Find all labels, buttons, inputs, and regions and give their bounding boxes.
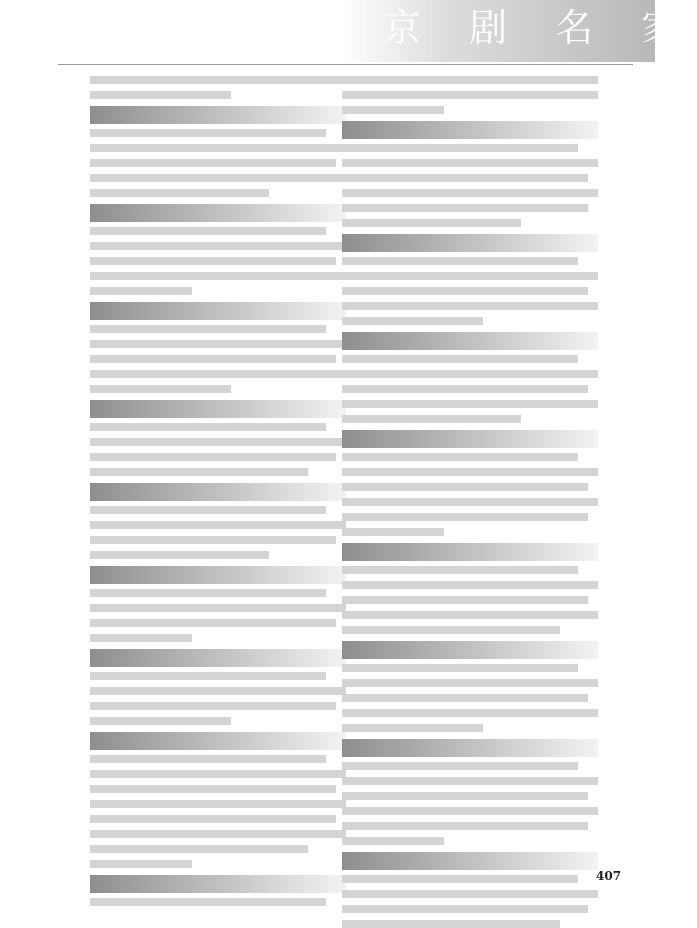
text-line (342, 724, 483, 732)
text-line (90, 438, 346, 446)
text-line (342, 453, 578, 461)
biography-entry (90, 875, 346, 906)
text-line (342, 513, 588, 521)
biography-entry (90, 566, 346, 642)
name-bar (342, 121, 598, 139)
text-line (90, 755, 326, 763)
biography-entry (90, 483, 346, 559)
biography-entry (90, 76, 346, 99)
name-bar (342, 332, 598, 350)
text-line (342, 159, 598, 167)
text-line (90, 860, 192, 868)
text-line (342, 679, 598, 687)
text-line (342, 611, 598, 619)
text-line (90, 144, 346, 152)
biography-entry (90, 302, 346, 393)
name-bar (90, 400, 346, 418)
text-line (90, 325, 326, 333)
text-line (90, 898, 326, 906)
text-line (342, 483, 588, 491)
name-bar (90, 483, 346, 501)
biography-entry (90, 732, 346, 868)
biography-entry (90, 204, 346, 295)
biography-entry (342, 430, 598, 536)
text-line (342, 792, 588, 800)
text-line (342, 807, 598, 815)
biography-entry (342, 739, 598, 845)
text-line (90, 91, 231, 99)
text-line (342, 385, 588, 393)
text-line (342, 302, 598, 310)
text-line (90, 287, 192, 295)
name-bar (342, 430, 598, 448)
text-line (90, 717, 231, 725)
biography-entry (342, 852, 598, 928)
text-line (342, 498, 598, 506)
text-line (90, 672, 326, 680)
page-number: 407 (596, 869, 622, 883)
text-line (342, 777, 598, 785)
biography-entry (90, 106, 346, 197)
name-bar (90, 204, 346, 222)
text-line (342, 709, 598, 717)
name-bar (90, 649, 346, 667)
text-line (90, 551, 269, 559)
text-line (90, 830, 346, 838)
text-line (90, 76, 346, 84)
text-line (90, 355, 336, 363)
text-line (90, 589, 326, 597)
text-line (342, 468, 598, 476)
text-line (342, 920, 560, 928)
text-line (90, 506, 326, 514)
text-line (342, 106, 444, 114)
biography-entry (342, 121, 598, 227)
biography-entry (90, 649, 346, 725)
text-line (90, 257, 336, 265)
text-line (342, 875, 578, 883)
text-line (342, 626, 560, 634)
text-line (342, 317, 483, 325)
text-line (90, 845, 308, 853)
name-bar (90, 302, 346, 320)
text-line (90, 604, 346, 612)
text-line (90, 468, 308, 476)
text-line (342, 890, 598, 898)
text-line (342, 174, 588, 182)
text-line (342, 822, 588, 830)
name-bar (90, 732, 346, 750)
text-line (342, 91, 598, 99)
text-line (342, 528, 444, 536)
text-line (90, 521, 346, 529)
text-line (342, 581, 598, 589)
name-bar (342, 852, 598, 870)
text-line (90, 174, 346, 182)
right-column (342, 76, 598, 882)
text-line (342, 905, 588, 913)
text-line (342, 837, 444, 845)
biography-entry (90, 400, 346, 476)
text-line (90, 453, 336, 461)
text-line (90, 159, 336, 167)
text-line (342, 762, 578, 770)
text-line (90, 785, 336, 793)
text-line (342, 204, 588, 212)
text-line (90, 687, 346, 695)
text-line (342, 596, 588, 604)
text-line (90, 272, 346, 280)
text-line (342, 664, 578, 672)
text-line (342, 694, 588, 702)
text-line (90, 129, 326, 137)
text-line (90, 227, 326, 235)
section-title: 京 剧 名 家 (383, 6, 697, 50)
text-line (342, 566, 578, 574)
text-line (342, 415, 521, 423)
text-line (342, 400, 598, 408)
name-bar (90, 566, 346, 584)
text-line (90, 242, 346, 250)
biography-entry (342, 641, 598, 732)
text-line (90, 423, 326, 431)
text-line (90, 634, 192, 642)
text-line (90, 702, 336, 710)
left-column (90, 76, 346, 882)
text-line (90, 619, 336, 627)
text-line (90, 189, 269, 197)
text-line (90, 385, 231, 393)
text-line (90, 370, 346, 378)
text-line (342, 287, 588, 295)
text-line (342, 257, 578, 265)
text-line (90, 340, 346, 348)
text-line (90, 800, 346, 808)
name-bar (90, 106, 346, 124)
biography-entry (342, 543, 598, 634)
biography-entry (342, 76, 598, 114)
text-line (90, 770, 346, 778)
text-line (342, 219, 521, 227)
text-line (342, 76, 598, 84)
biography-entry (342, 234, 598, 325)
header-rule (58, 64, 633, 65)
name-bar (90, 875, 346, 893)
name-bar (342, 641, 598, 659)
name-bar (342, 234, 598, 252)
text-line (90, 536, 336, 544)
biography-entry (342, 332, 598, 423)
text-line (342, 144, 578, 152)
text-line (342, 355, 578, 363)
text-line (90, 815, 336, 823)
name-bar (342, 739, 598, 757)
text-line (342, 370, 598, 378)
text-line (342, 272, 598, 280)
name-bar (342, 543, 598, 561)
text-line (342, 189, 598, 197)
